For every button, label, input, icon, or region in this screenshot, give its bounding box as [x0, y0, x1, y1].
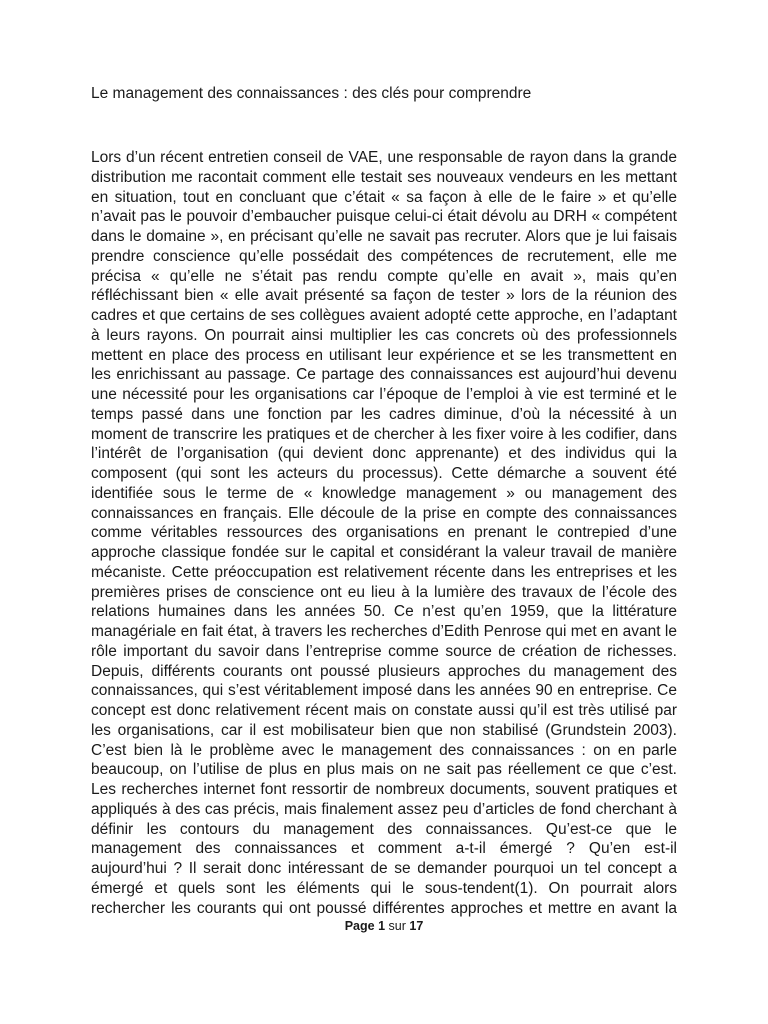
- paragraph-line: en situation, tout en concluant que c’était « sa façon à elle de le faire » et qu’elle: [91, 188, 677, 206]
- paragraph-line: concept est donc relativement récent mais on constate aussi qu’il est très utilisé par: [91, 702, 677, 719]
- paragraph-line: premières prises de conscience ont eu lieu à la lumière des travaux de l’école des: [91, 583, 677, 601]
- paragraph-line: émergé et quels sont les éléments qui le sous-tendent(1). On pourrait alors: [91, 879, 677, 897]
- current-page-number: 1: [378, 919, 386, 933]
- document-title: Le management des connaissances : des clés pour comprendre: [91, 85, 532, 102]
- paragraph-line: réfléchissant bien « elle avait présenté sa façon de tester » lors de la réunion des: [91, 287, 677, 305]
- paragraph-line: temps passé dans une fonction par les cadres diminue, d’où la nécessité à un: [91, 405, 677, 423]
- paragraph-line: management des connaissances et comment a-t-il émergé ? Qu’en est-il: [91, 840, 677, 858]
- page-word: Page: [344, 919, 375, 933]
- paragraph-line: prendre conscience qu’elle possédait des compétences de recrutement, elle me: [91, 247, 677, 265]
- paragraph-line: à leurs rayons. On pourrait ainsi multiplier les cas concrets où des professionnels: [91, 326, 677, 344]
- paragraph-line: comme véritables ressources des organisations en prenant le contrepied d’une: [91, 524, 677, 542]
- paragraph-line: connaissances en français. Elle découle de la prise en compte des connaissances: [91, 504, 677, 522]
- paragraph-line: approche classique fondée sur le capital et considérant la valeur travail de manière: [91, 544, 677, 561]
- paragraph-line: les enrichissant au passage. Ce partage des connaissances est aujourd’hui devenu: [91, 366, 677, 384]
- paragraph-line: dans le domaine », en précisant qu’elle ne savait pas recruter. Alors que je lui faisais: [91, 228, 677, 245]
- paragraph-line: Depuis, différents courants ont poussé plusieurs approches du management des: [91, 662, 677, 680]
- page-footer: [0, 918, 768, 934]
- paragraph-line: rôle important du savoir dans l’entreprise comme source de création de richesses.: [91, 642, 677, 660]
- paragraph-line: Les recherches internet font ressortir de nombreux documents, souvent pratiques et: [91, 781, 677, 798]
- paragraph-line: connaissances, qui s’est véritablement imposé dans les années 90 en entreprise. Ce: [91, 682, 677, 700]
- paragraph-line: mettent en place des process en utilisant leur expérience et se les transmettent en: [91, 346, 677, 364]
- paragraph-line: précisa « qu’elle ne s’était pas rendu compte qu’elle en avait », mais qu’en: [91, 267, 677, 285]
- paragraph-line: aujourd’hui ? Il serait donc intéressant de se demander pourquoi un tel concept a: [91, 860, 677, 877]
- paragraph-line: cadres et que certains de ses collègues avaient adopté cette approche, en l’adaptant: [91, 307, 677, 324]
- paragraph-line: n’avait pas le pouvoir d’embaucher puisque celui-ci était dévolu au DRH « compétent: [91, 208, 677, 226]
- paragraph-line: mécaniste. Cette préoccupation est relativement récente dans les entreprises et les: [91, 563, 677, 581]
- total-pages-number: 17: [409, 919, 424, 933]
- paragraph-line: appliqués à des cas précis, mais finalement assez peu d’articles de fond cherchant à: [91, 800, 677, 818]
- paragraph-line: beaucoup, on l’utilise de plus en plus mais on ne sait pas réellement ce que c’est.: [91, 761, 677, 779]
- paragraph-line: managériale en fait état, à travers les recherches d’Edith Penrose qui met en avant le: [91, 623, 677, 640]
- body-paragraph: [91, 148, 677, 918]
- paragraph-line: les organisations, car il est mobilisateur bien que non stabilisé (Grundstein 2003).: [91, 721, 677, 739]
- paragraph-line: une nécessité pour les organisations car l’époque de l’emploi à vie est terminé et le: [91, 386, 677, 403]
- paragraph-line: l’intérêt de l’organisation (qui devient donc apprenante) et des individus qui la: [91, 445, 677, 463]
- of-word: sur: [388, 919, 406, 933]
- paragraph-line: C’est bien là le problème avec le management des connaissances : on en parle: [91, 741, 677, 759]
- paragraph-line: Lors d’un récent entretien conseil de VAE, une responsable de rayon dans la grande: [91, 149, 677, 166]
- paragraph-line: rechercher les courants qui ont poussé différentes approches et mettre en avant la: [91, 899, 677, 917]
- paragraph-line: moment de transcrire les pratiques et de chercher à les fixer voire à les codifier, dans: [91, 425, 677, 443]
- paragraph-line: composent (qui sont les acteurs du processus). Cette démarche a souvent été: [91, 465, 677, 482]
- paragraph-line: identifiée sous le terme de « knowledge management » ou management des: [91, 484, 677, 502]
- paragraph-line: relations humaines dans les années 50. Ce n’est qu’en 1959, que la littérature: [91, 603, 677, 621]
- paragraph-line: distribution me racontait comment elle testait ses nouveaux vendeurs en les mettant: [91, 168, 677, 186]
- paragraph-line: définir les contours du management des connaissances. Qu’est-ce que le: [91, 820, 677, 838]
